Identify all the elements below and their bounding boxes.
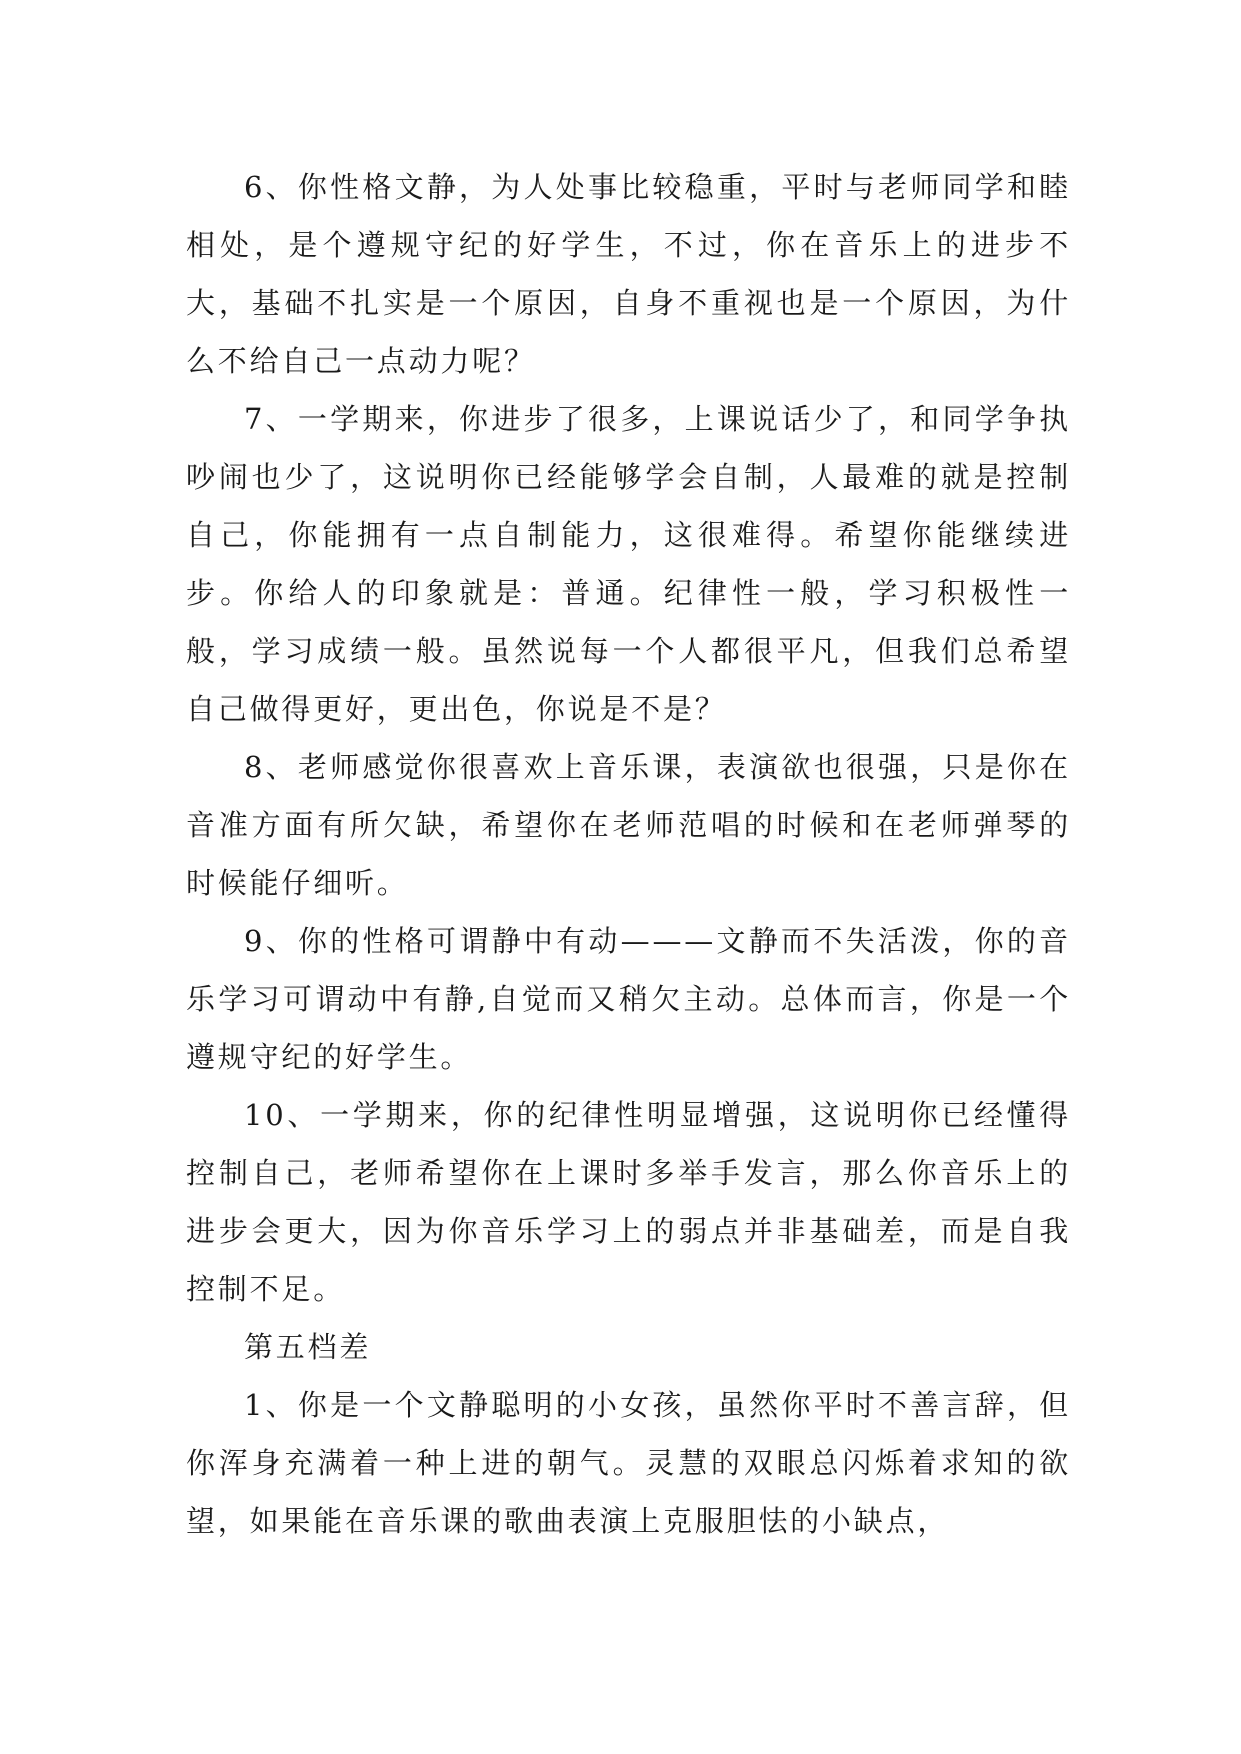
document-body — [186, 158, 1071, 1550]
section-paragraph-1: 1、你是一个文静聪明的小女孩，虽然你平时不善言辞，但你浑身充满着一种上进的朝气。灵慧的双眼总闪烁着求知的欲望，如果能在音乐课的歌曲表演上克服胆怯的小缺点， — [186, 1388, 1071, 1538]
paragraph-10: 10、一学期来，你的纪律性明显增强，这说明你已经懂得控制自己，老师希望你在上课时多举手发言，那么你音乐上的进步会更大，因为你音乐学习上的弱点并非基础差，而是自我控制不足。 — [186, 1098, 1071, 1306]
paragraph-7: 7、一学期来，你进步了很多，上课说话少了，和同学争执吵闹也少了，这说明你已经能够学会自制，人最难的就是控制自己，你能拥有一点自制能力，这很难得。希望你能继续进步。你给人的印象就是：普通。纪律性一般，学习积极性一般，学习成绩一般。虽然说每一个人都很平凡，但我们总希望自己做得更好，更出色，你说是不是？ — [186, 402, 1071, 726]
section-heading: 第五档差 — [244, 1330, 372, 1364]
paragraph-6: 6、你性格文静，为人处事比较稳重，平时与老师同学和睦相处，是个遵规守纪的好学生，不过，你在音乐上的进步不大，基础不扎实是一个原因，自身不重视也是一个原因，为什么不给自己一点动力呢？ — [186, 170, 1071, 378]
paragraph-8: 8、老师感觉你很喜欢上音乐课，表演欲也很强，只是你在音准方面有所欠缺，希望你在老师范唱的时候和在老师弹琴的时候能仔细听。 — [186, 750, 1071, 900]
paragraph-9: 9、你的性格可谓静中有动———文静而不失活泼，你的音乐学习可谓动中有静,自觉而又稍欠主动。总体而言，你是一个遵规守纪的好学生。 — [186, 924, 1071, 1074]
